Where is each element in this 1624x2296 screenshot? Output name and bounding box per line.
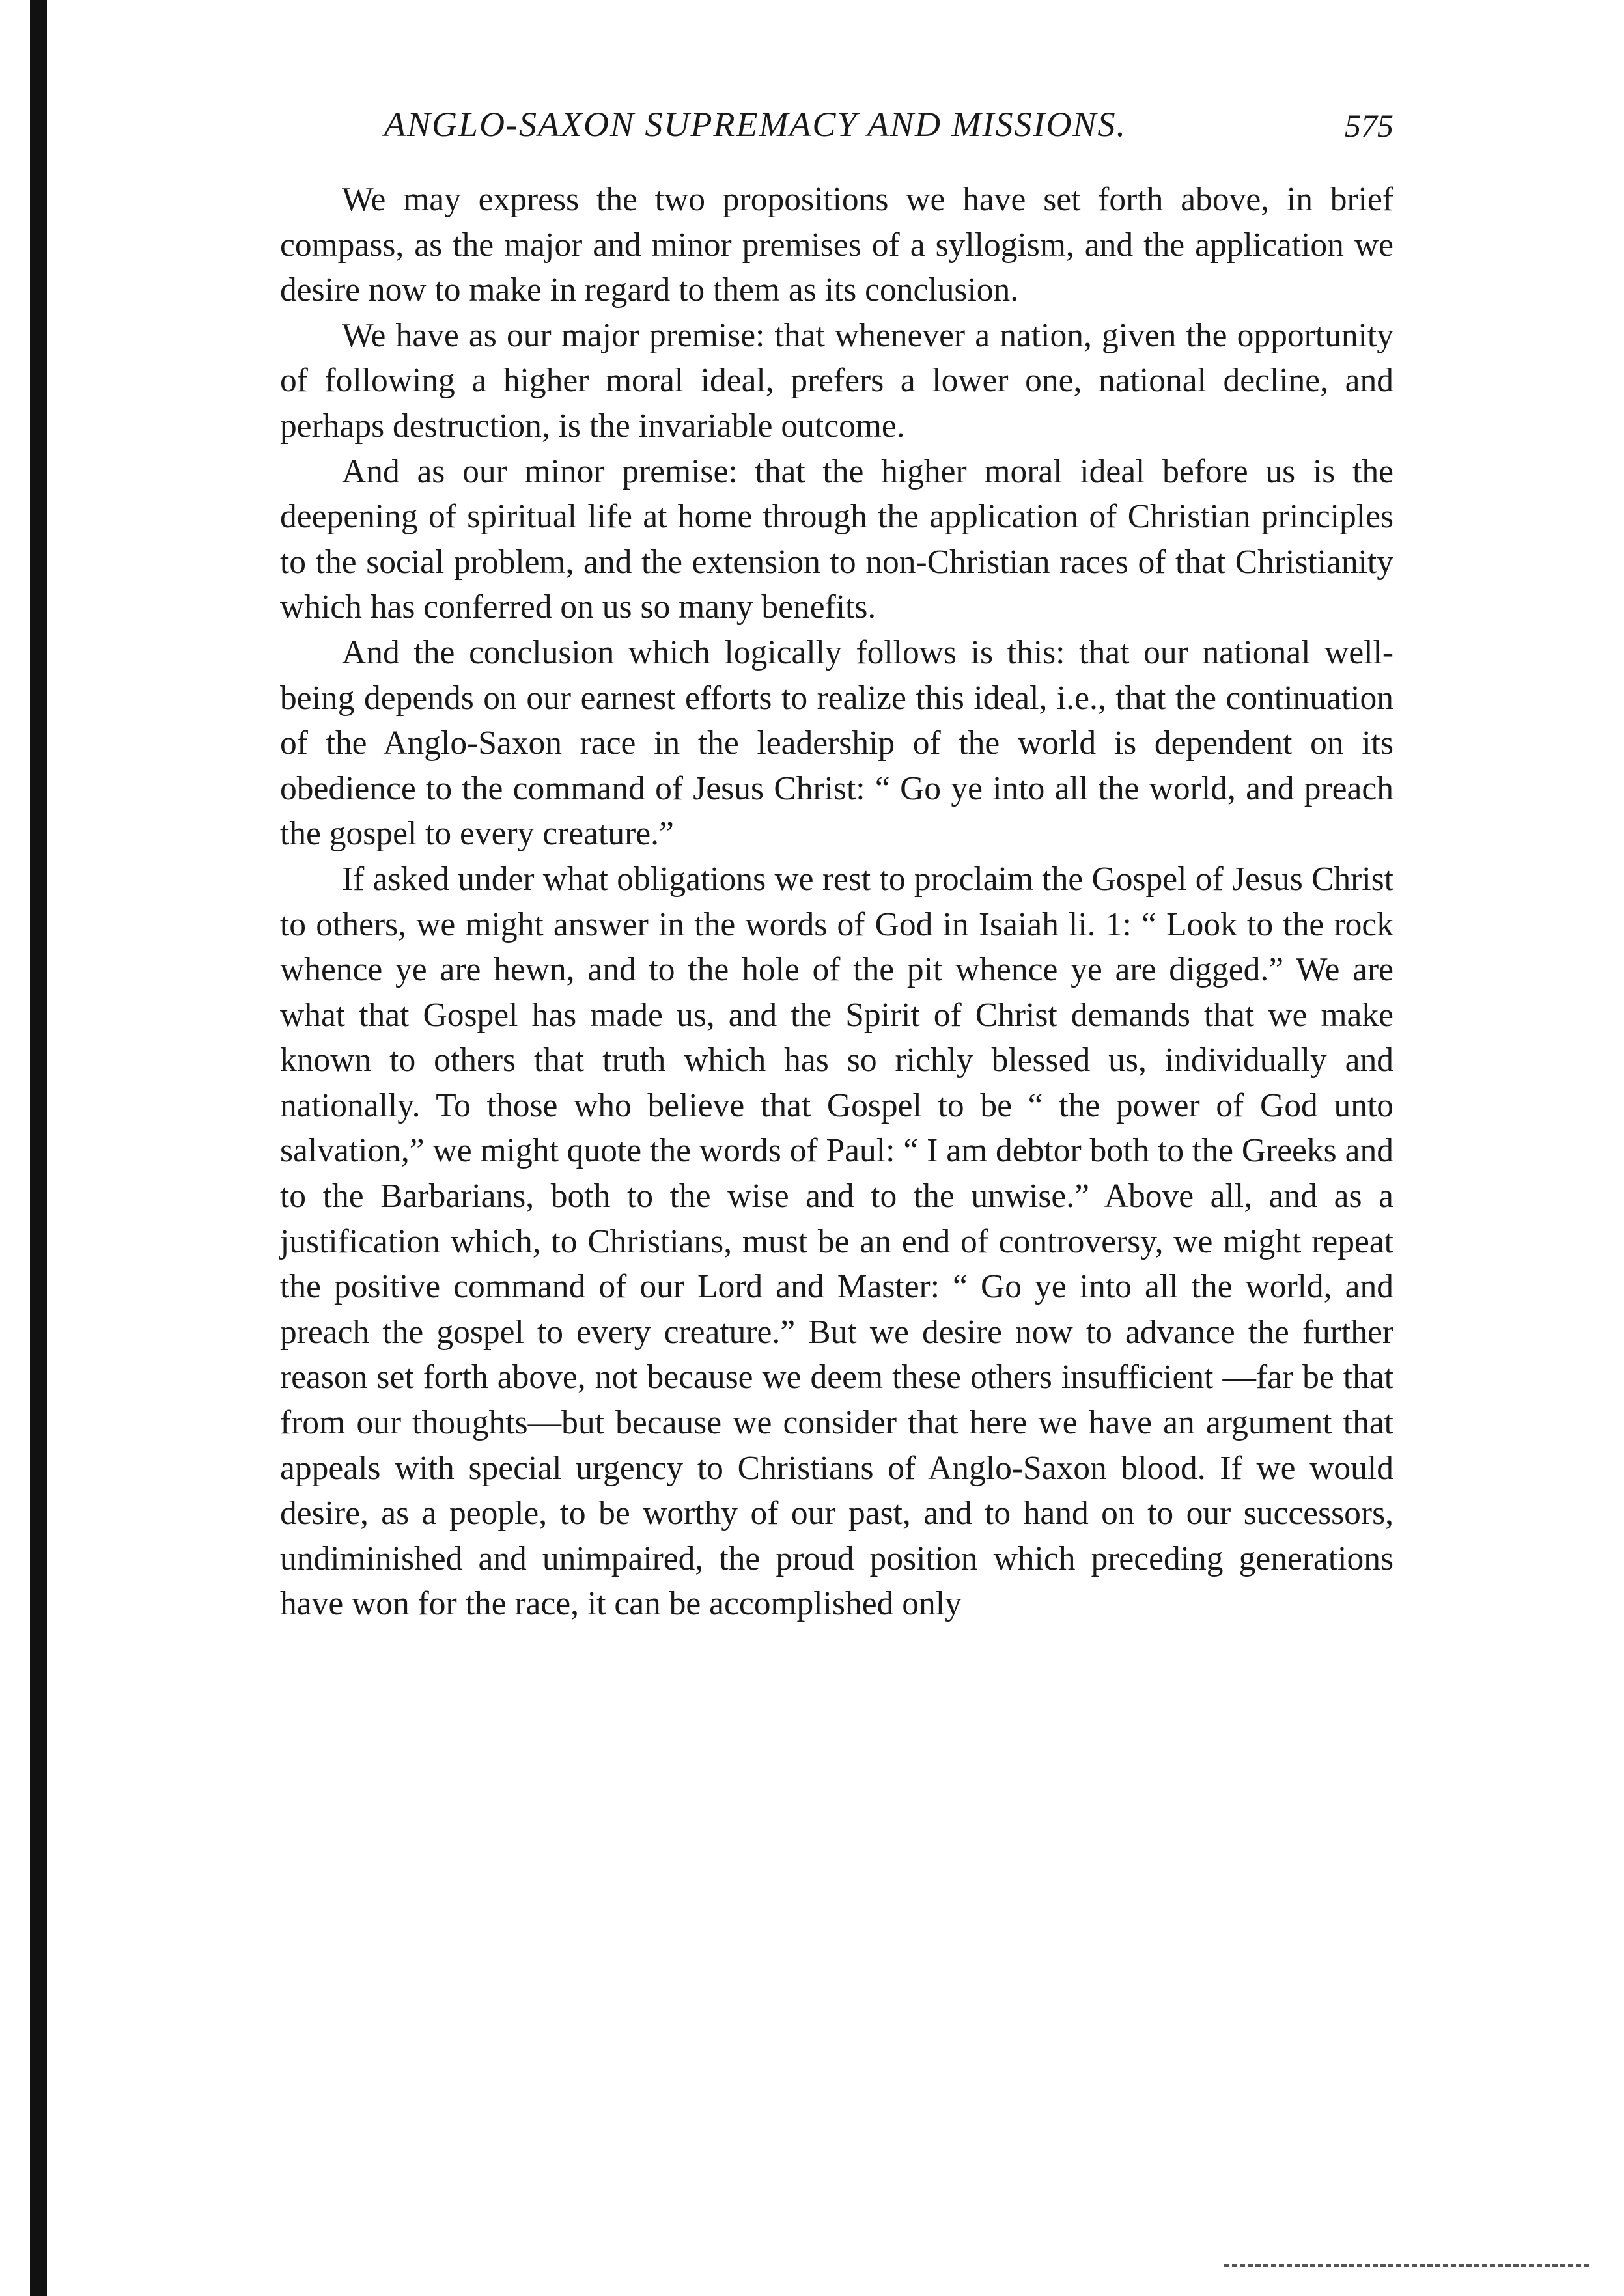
paragraph-4: And the conclusion which logically follows is this: that our national well-being depends on our earnest efforts to realize this ideal, i.e., that the continuation of the Anglo-Saxon race in the leadership of the world is dependent on its obedience to the command of Jesus Christ: “ Go ye into all the world, and preach the gospel to every creature.”	[280, 633, 1393, 853]
paragraph-3: And as our minor premise: that the higher moral ideal before us is the deepening of spiritual life at home through the application of Christian principles to the social problem, and the extension to non-Christian races of that Christianity which has conferred on us so many benefits.	[280, 452, 1393, 626]
paragraph-2: We have as our major premise: that whenever a nation, given the opportunity of following a higher moral ideal, prefers a lower one, national decline, and perhaps destruction, is the invariable outcome.	[280, 316, 1393, 445]
paragraph-1: We may express the two propositions we have set forth above, in brief compass, as the major and minor premises of a syllogism, and the application we desire now to make in regard to them as its conclusion.	[280, 181, 1393, 309]
running-head	[280, 98, 1393, 156]
page-edge-shadow	[30, 0, 47, 2296]
bottom-rule	[1224, 2264, 1589, 2267]
paragraph-5: If asked under what obligations we rest to proclaim the Gospel of Jesus Christ to others, we might answer in the words of God in Isaiah li. 1: “ Look to the rock whence ye are hewn, and to the hole of the pit whence ye are digged.” We are what that Gospel has made us, and the Spirit of Christ demands that we make known to others that truth which has so richly blessed us, individually and nationally. To those who believe that Gospel to be “ the power of God unto salvation,” we might quote the words of Paul: “ I am debtor both to the Greeks and to the Barbarians, both to the wise and to the unwise.” Above all, and as a justification which, to Christians, must be an end of controversy, we might repeat the positive command of our Lord and Master: “ Go ye into all the world, and preach the gospel to every creature.” But we desire now to advance the further reason set forth above, not because we deem these others insufficient —far be that from our thoughts—but because we consider that here we have an argument that appeals with special urgency to Christians of Anglo-Saxon blood. If we would desire, as a people, to be worthy of our past, and to hand on to our successors, undiminished and unimpaired, the proud position which preceding generations have won for the race, it can be accomplished only	[280, 860, 1393, 1623]
body-text	[280, 177, 1393, 1627]
running-title: ANGLO-SAXON SUPREMACY AND MISSIONS.	[384, 105, 1127, 144]
page-number: 575	[1345, 107, 1393, 144]
